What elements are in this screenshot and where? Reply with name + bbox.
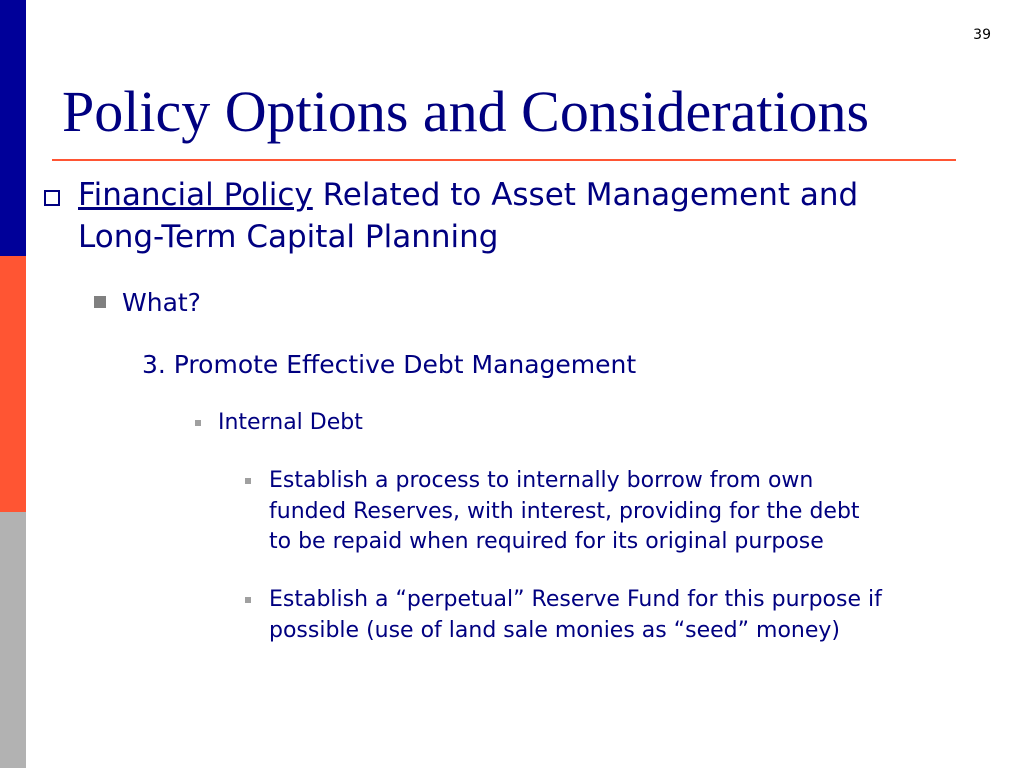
bullet-level5-line: to be repaid when required for its original purpose bbox=[269, 529, 824, 554]
sidebar-band-blue bbox=[0, 0, 26, 256]
bullet-level1 bbox=[78, 174, 978, 258]
bullet-level4: Internal Debt bbox=[218, 410, 363, 435]
sidebar-band-gray bbox=[0, 512, 26, 768]
bullet-level5-line: funded Reserves, with interest, providing for the debt bbox=[269, 498, 860, 524]
financial-policy-link[interactable]: Financial Policy bbox=[78, 177, 313, 213]
bullet-level5-line: possible (use of land sale monies as “seed” money) bbox=[269, 617, 840, 643]
bullet-level5-item bbox=[269, 466, 999, 558]
bullet-level2: What? bbox=[122, 288, 201, 317]
sidebar-band-orange bbox=[0, 256, 26, 512]
small-square-bullet-icon bbox=[245, 597, 251, 603]
title-divider bbox=[52, 159, 956, 161]
filled-square-bullet-icon bbox=[94, 296, 106, 308]
small-square-bullet-icon bbox=[195, 420, 201, 426]
bullet-level5-line: Establish a “perpetual” Reserve Fund for this purpose if bbox=[269, 587, 882, 612]
bullet-level5-line: Establish a process to internally borrow from own bbox=[269, 468, 814, 493]
bullet-level1-text: Related to Asset Management and bbox=[312, 177, 859, 213]
page-number: 39 bbox=[973, 27, 991, 43]
bullet-level5-item bbox=[269, 585, 999, 646]
hollow-square-bullet-icon bbox=[44, 190, 60, 206]
bullet-level1-text-line2: Long-Term Capital Planning bbox=[78, 219, 499, 255]
slide-title: Policy Options and Considerations bbox=[62, 79, 870, 144]
numbered-item-level3: 3. Promote Effective Debt Management bbox=[142, 350, 637, 379]
small-square-bullet-icon bbox=[245, 478, 251, 484]
sidebar-color-bands bbox=[0, 0, 26, 768]
